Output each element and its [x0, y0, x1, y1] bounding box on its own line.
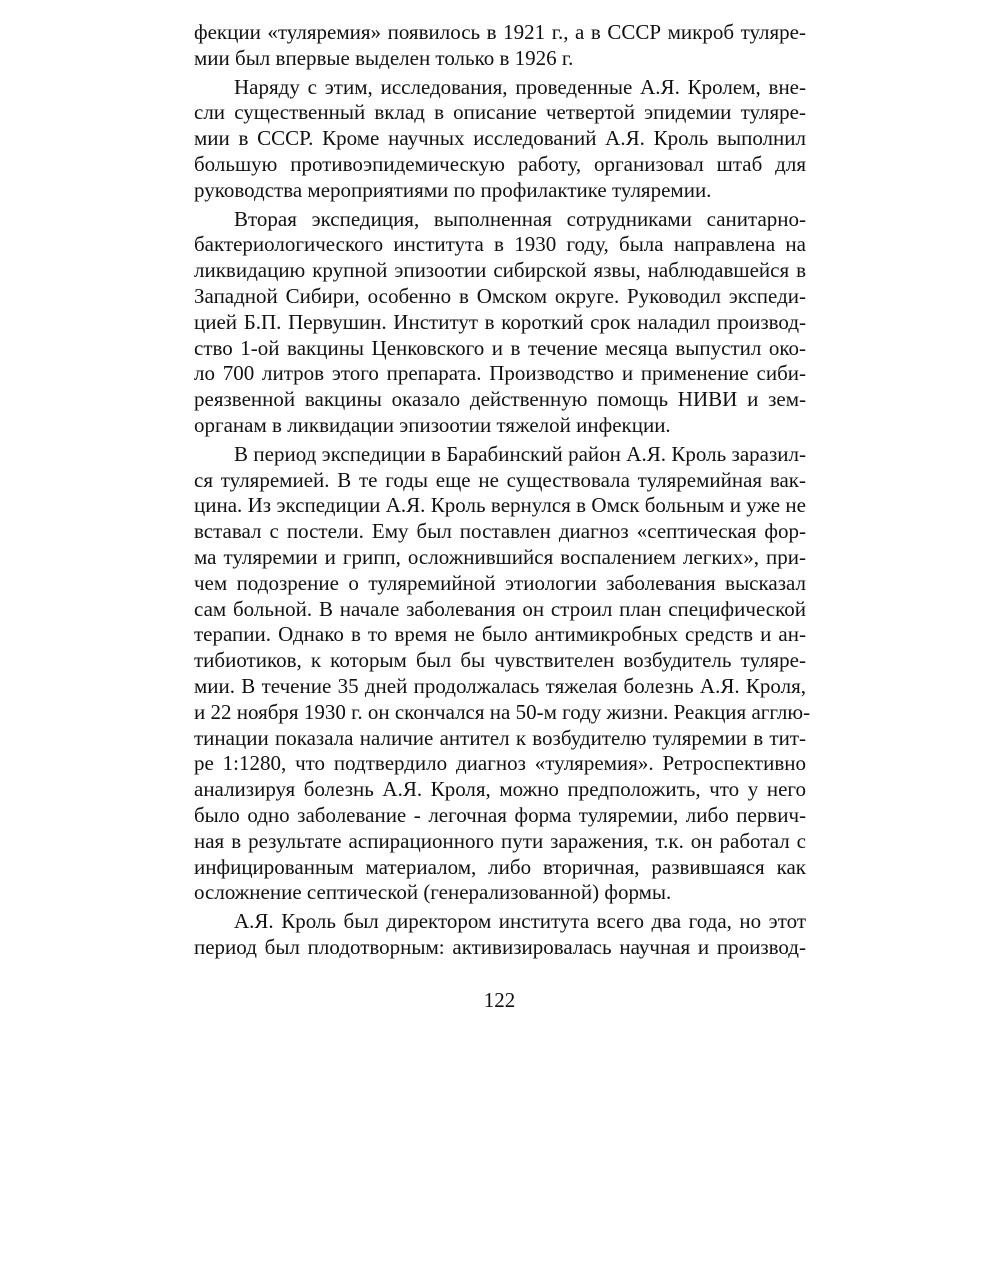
text-line: чем подозрение о туляремийной этиологии заболевания высказал [194, 570, 806, 595]
text-line: осложнение септической (генерализованной) формы. [194, 880, 672, 905]
text-line: реязвенной вакцины оказало действенную помощь НИВИ и зем- [194, 387, 806, 412]
text-line: ма туляремии и грипп, осложнившийся воспалением легких», при- [194, 544, 806, 569]
page-number: 122 [483, 988, 516, 1012]
text-line: сам больной. В начале заболевания он строил план специфической [194, 596, 806, 621]
text-line: бактериологического института в 1930 году, была направлена на [194, 232, 806, 257]
text-line: мии. В течение 35 дней продолжалась тяжелая болезнь А.Я. Кроля, [194, 673, 806, 698]
text-line: цией Б.П. Первушин. Институт в короткий срок наладил производ- [194, 309, 806, 334]
paragraph [194, 441, 811, 906]
text-line: тибиотиков, к которым был бы чувствителен возбудитель туляре- [194, 648, 806, 673]
page-body [194, 20, 811, 961]
text-line: период был плодотворным: активизировалась научная и производ- [194, 934, 806, 959]
text-line: анализируя болезнь А.Я. Кроля, можно предположить, что у него [194, 777, 806, 802]
text-line: ная в результате аспирационного пути заражения, т.к. он работал с [194, 828, 806, 853]
text-line: инфицированным материалом, либо вторичная, развившаяся как [194, 854, 806, 879]
text-line: мии в СССР. Кроме научных исследований А.Я. Кроль выполнил [194, 126, 806, 151]
text-line: сли существенный вклад в описание четвертой эпидемии туляре- [194, 100, 806, 125]
text-line: ликвидацию крупной эпизоотии сибирской язвы, наблюдавшейся в [194, 258, 806, 283]
text-line: мии был впервые выделен только в 1926 г. [194, 45, 574, 70]
paragraph [194, 75, 806, 204]
text-line: вставал с постели. Ему был поставлен диагноз «септическая фор- [194, 519, 806, 544]
text-line: ло 700 литров этого препарата. Производство и применение сиби- [194, 361, 806, 386]
paragraph [194, 20, 806, 72]
text-line: и 22 ноября 1930 г. он скончался на 50-м году жизни. Реакция агглю- [194, 699, 811, 724]
paragraph [194, 207, 806, 439]
text-line: В период экспедиции в Барабинский район А.Я. Кроль заразил- [234, 441, 806, 466]
text-line: Наряду с этим, исследования, проведенные А.Я. Кролем, вне- [234, 74, 806, 99]
text-line: органам в ликвидации эпизоотии тяжелой инфекции. [194, 412, 671, 437]
text-line: фекции «туляремия» появилось в 1921 г., а в СССР микроб туляре- [194, 20, 806, 44]
text-line: А.Я. Кроль был директором института всего два года, но этот [234, 909, 806, 934]
text-line: было одно заболевание - легочная форма туляремии, либо первич- [194, 802, 806, 827]
text-line: тинации показала наличие антител к возбудителю туляремии в тит- [194, 725, 806, 750]
text-line: руководства мероприятиями по профилактике туляремии. [194, 177, 712, 202]
text-line: большую противоэпидемическую работу, организовал штаб для [194, 151, 806, 176]
text-line: Вторая экспедиция, выполненная сотрудниками санитарно- [234, 206, 806, 231]
text-line: ся туляремией. В те годы еще не существовала туляремийная вак- [194, 467, 806, 492]
text-line: ре 1:1280, что подтвердило диагноз «туляремия». Ретроспективно [194, 751, 806, 776]
text-line: терапии. Однако в то время не было антимикробных средств и ан- [194, 622, 806, 647]
text-line: Западной Сибири, особенно в Омском округе. Руководил экспеди- [194, 283, 806, 308]
paragraph [194, 909, 806, 961]
text-line: ство 1-ой вакцины Ценковского и в течение месяца выпустил око- [194, 335, 806, 360]
text-line: цина. Из экспедиции А.Я. Кроль вернулся в Омск больным и уже не [194, 493, 806, 518]
